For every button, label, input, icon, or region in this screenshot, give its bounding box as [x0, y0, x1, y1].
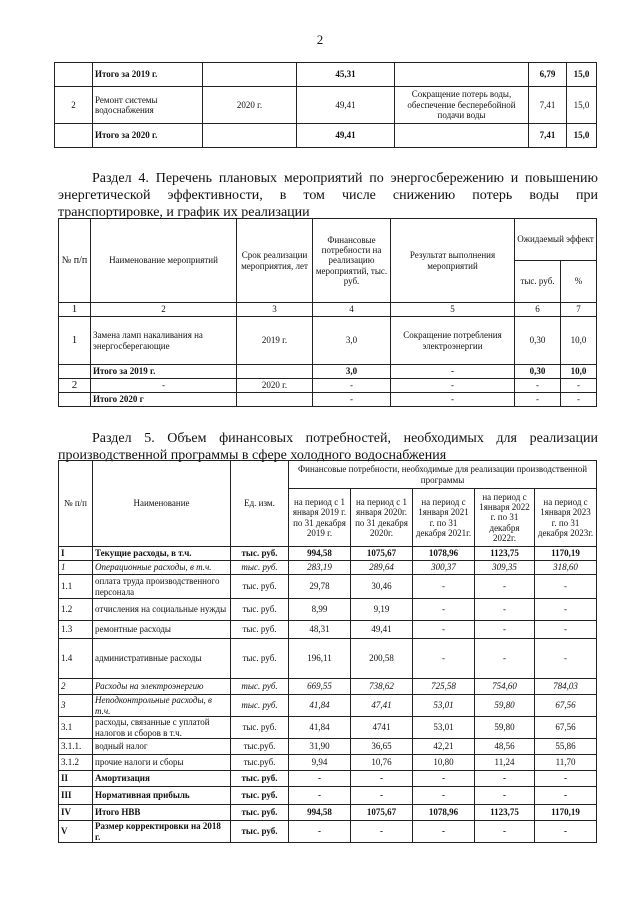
row-num: [55, 63, 93, 87]
row-value: -: [413, 639, 475, 679]
header-finance: Финансовые потребности, необходимые для реализации производственной программы: [289, 461, 597, 489]
row-unit: тыс. руб.: [231, 679, 289, 695]
row-eff-pct: -: [561, 393, 597, 407]
row-value: 1170,19: [535, 547, 597, 561]
top-table: [54, 62, 597, 148]
row-result: [395, 63, 529, 87]
row-period: 2020 г.: [237, 379, 313, 393]
row-value: 11,24: [475, 755, 535, 771]
row-value: 196,11: [289, 639, 351, 679]
row-value: 67,56: [535, 695, 597, 717]
table-row: [55, 124, 597, 148]
row-value: 31,90: [289, 739, 351, 755]
row-name: отчисления на социальные нужды: [93, 599, 231, 621]
column-numbers-row: [59, 303, 597, 317]
row-value: 1170,19: [535, 805, 597, 821]
row-eff-pct: 10,0: [561, 365, 597, 379]
header-finance: Финансовые потребности на реализацию мероприятий, тыс. руб.: [313, 219, 391, 303]
row-eff-pct: -: [561, 379, 597, 393]
row-finance: 3,0: [313, 317, 391, 365]
row-num: [55, 124, 93, 148]
row-finance: -: [313, 393, 391, 407]
table-row: [59, 805, 597, 821]
row-value: -: [475, 639, 535, 679]
table-row: [59, 317, 597, 365]
row-value: 30,46: [351, 575, 413, 599]
row-value: 283,19: [289, 561, 351, 575]
section5-heading: [58, 430, 598, 464]
table-row: [59, 599, 597, 621]
table4: [58, 218, 597, 407]
row-finance: 3,0: [313, 365, 391, 379]
row-result: -: [391, 393, 515, 407]
row-name: Нормативная прибыль: [93, 787, 231, 805]
col-number: 4: [313, 303, 391, 317]
row-value: -: [413, 771, 475, 787]
row-value: 11,70: [535, 755, 597, 771]
row-num: 1.2: [59, 599, 93, 621]
row-value: 67,56: [535, 717, 597, 739]
row-value: 9,19: [351, 599, 413, 621]
row-num: [59, 365, 91, 379]
row-name: Итого за 2020 г.: [93, 124, 203, 148]
row-num: III: [59, 787, 93, 805]
row-value: 41,84: [289, 695, 351, 717]
row-unit: тыс. руб.: [231, 547, 289, 561]
row-unit: тыс. руб.: [231, 561, 289, 575]
row-value: 10,76: [351, 755, 413, 771]
row-name: прочие налоги и сборы: [93, 755, 231, 771]
row-value: 10,80: [413, 755, 475, 771]
row-name: Размер корректировки на 2018 г.: [93, 821, 231, 843]
row-result: Сокращение потерь воды, обеспечение бесперебойной подачи воды: [395, 87, 529, 124]
row-value: 994,58: [289, 547, 351, 561]
row-unit: тыс. руб.: [231, 621, 289, 639]
row-value: 48,31: [289, 621, 351, 639]
row-value: 1078,96: [413, 805, 475, 821]
row-num: 2: [59, 379, 91, 393]
row-amount: 49,41: [297, 124, 395, 148]
header-name: Наименование: [93, 461, 231, 547]
col-number: 6: [515, 303, 561, 317]
col-number: 1: [59, 303, 91, 317]
row-eff-pct: 15,0: [567, 63, 597, 87]
row-unit: тыс.руб.: [231, 755, 289, 771]
row-unit: тыс.руб.: [231, 739, 289, 755]
row-eff-rub: 6,79: [529, 63, 567, 87]
table-row: [59, 821, 597, 843]
row-name: Итого НВВ: [93, 805, 231, 821]
col-number: 7: [561, 303, 597, 317]
row-value: 1123,75: [475, 547, 535, 561]
row-value: -: [535, 639, 597, 679]
row-value: -: [289, 821, 351, 843]
col-number: 5: [391, 303, 515, 317]
header-eff-pct: %: [561, 261, 597, 303]
row-value: 48,56: [475, 739, 535, 755]
row-finance: -: [313, 379, 391, 393]
row-eff-rub: 7,41: [529, 124, 567, 148]
row-value: 725,58: [413, 679, 475, 695]
table-row: [59, 561, 597, 575]
table-row: [59, 695, 597, 717]
row-value: -: [475, 771, 535, 787]
row-value: 55,86: [535, 739, 597, 755]
row-num: 1.3: [59, 621, 93, 639]
row-value: -: [413, 821, 475, 843]
row-num: I: [59, 547, 93, 561]
row-value: -: [413, 621, 475, 639]
header-period: на период с 1января 2021 г. по 31 декабря 2021г.: [413, 489, 475, 547]
row-value: 59,80: [475, 695, 535, 717]
row-value: -: [535, 621, 597, 639]
section4-line2: энергетической эффективности, в том числе снижению потерь воды при: [58, 188, 598, 203]
row-period: [237, 365, 313, 379]
table-row: [59, 621, 597, 639]
row-num: II: [59, 771, 93, 787]
header-eff-rub: тыс. руб.: [515, 261, 561, 303]
table-row: [59, 717, 597, 739]
row-result: -: [391, 365, 515, 379]
row-value: 1078,96: [413, 547, 475, 561]
row-eff-rub: -: [515, 393, 561, 407]
row-unit: тыс. руб.: [231, 695, 289, 717]
row-num: 3.1.2: [59, 755, 93, 771]
row-value: 41,84: [289, 717, 351, 739]
row-value: 784,03: [535, 679, 597, 695]
row-value: 318,60: [535, 561, 597, 575]
row-result: [395, 124, 529, 148]
row-unit: тыс. руб.: [231, 771, 289, 787]
row-value: -: [535, 787, 597, 805]
row-unit: тыс. руб.: [231, 575, 289, 599]
row-value: 309,35: [475, 561, 535, 575]
table-row: [59, 547, 597, 561]
header-result: Результат выполнения мероприятий: [391, 219, 515, 303]
row-value: 4741: [351, 717, 413, 739]
section4-line3: транспортировке, и график их реализации: [58, 205, 310, 220]
row-period: 2019 г.: [237, 317, 313, 365]
row-name: Итого 2020 г: [91, 393, 237, 407]
row-eff-pct: 15,0: [567, 124, 597, 148]
row-value: -: [351, 787, 413, 805]
row-num: 3.1.1.: [59, 739, 93, 755]
row-value: 300,37: [413, 561, 475, 575]
row-value: 42,21: [413, 739, 475, 755]
table-row: [59, 739, 597, 755]
row-name: Итого за 2019 г.: [93, 63, 203, 87]
row-value: 754,60: [475, 679, 535, 695]
row-unit: тыс. руб.: [231, 821, 289, 843]
row-value: -: [535, 821, 597, 843]
row-value: -: [289, 771, 351, 787]
row-name: Неподконтрольные расходы, в т.ч.: [93, 695, 231, 717]
table-row: [59, 379, 597, 393]
row-value: -: [351, 821, 413, 843]
row-num: 2: [59, 679, 93, 695]
row-eff-rub: 7,41: [529, 87, 567, 124]
row-value: -: [413, 787, 475, 805]
table-row: [59, 575, 597, 599]
row-value: -: [475, 575, 535, 599]
row-unit: тыс. руб.: [231, 787, 289, 805]
table5: [58, 460, 597, 843]
row-name: Итого за 2019 г.: [91, 365, 237, 379]
header-period: Срок реализации мероприятия, лет: [237, 219, 313, 303]
row-value: 47,41: [351, 695, 413, 717]
row-value: -: [535, 771, 597, 787]
row-num: IV: [59, 805, 93, 821]
row-value: 59,80: [475, 717, 535, 739]
row-value: -: [535, 575, 597, 599]
row-value: 8,99: [289, 599, 351, 621]
row-value: -: [351, 771, 413, 787]
row-value: -: [475, 621, 535, 639]
row-name: Амортизация: [93, 771, 231, 787]
row-name: Замена ламп накаливания на энергосберегающие: [91, 317, 237, 365]
section4-heading: [58, 170, 598, 221]
row-name: Ремонт системы водоснабжения: [93, 87, 203, 124]
row-value: 1123,75: [475, 805, 535, 821]
row-eff-rub: 0,30: [515, 317, 561, 365]
header-effect: Ожидаемый эффект: [515, 219, 597, 261]
row-name: административные расходы: [93, 639, 231, 679]
row-name: оплата труда производственного персонала: [93, 575, 231, 599]
table-row: [59, 393, 597, 407]
row-num: 1.4: [59, 639, 93, 679]
row-num: 1.1: [59, 575, 93, 599]
row-value: -: [289, 787, 351, 805]
header-period: на период с 1января 2023 г. по 31 декабря 2023г.: [535, 489, 597, 547]
page-number: 2: [316, 32, 324, 47]
row-period: [203, 63, 297, 87]
row-value: 53,01: [413, 695, 475, 717]
row-num: V: [59, 821, 93, 843]
row-period: 2020 г.: [203, 87, 297, 124]
row-value: 9,94: [289, 755, 351, 771]
row-value: 53,01: [413, 717, 475, 739]
row-result: -: [391, 379, 515, 393]
row-unit: тыс. руб.: [231, 599, 289, 621]
header-period: на период с 1января 2022 г. по 31 декабря 2022г.: [475, 489, 535, 547]
row-value: 669,55: [289, 679, 351, 695]
table-row: [59, 755, 597, 771]
row-result: Сокращение потребления электроэнергии: [391, 317, 515, 365]
table-row: [55, 87, 597, 124]
row-period: [237, 393, 313, 407]
row-value: 1075,67: [351, 805, 413, 821]
table-row: [59, 639, 597, 679]
row-value: 29,78: [289, 575, 351, 599]
row-value: -: [475, 787, 535, 805]
header-unit: Ед. изм.: [231, 461, 289, 547]
section5-line2: производственной программы в сфере холодного водоснабжения: [58, 448, 447, 463]
row-value: -: [475, 599, 535, 621]
row-value: -: [475, 821, 535, 843]
row-name: Операционные расходы, в т.ч.: [93, 561, 231, 575]
row-value: 36,65: [351, 739, 413, 755]
row-num: 2: [55, 87, 93, 124]
row-period: [203, 124, 297, 148]
row-num: 3.1: [59, 717, 93, 739]
section4-line1: Раздел 4. Перечень плановых мероприятий по энергосбережению и повышению: [92, 171, 598, 186]
table-row: [59, 679, 597, 695]
table-row: [55, 63, 597, 87]
col-number: 3: [237, 303, 313, 317]
row-num: 1: [59, 561, 93, 575]
row-num: [59, 393, 91, 407]
row-value: 49,41: [351, 621, 413, 639]
header-period: на период с 1 января 2019 г. по 31 декабря 2019 г.: [289, 489, 351, 547]
header-period: на период с 1 января 2020г. по 31 декабря 2020г.: [351, 489, 413, 547]
table-row: [59, 771, 597, 787]
col-number: 2: [91, 303, 237, 317]
header-num: № п/п: [59, 461, 93, 547]
row-value: 1075,67: [351, 547, 413, 561]
table-row: [59, 365, 597, 379]
section5-line1: Раздел 5. Объем финансовых потребностей, необходимых для реализации: [92, 431, 598, 446]
row-unit: тыс. руб.: [231, 639, 289, 679]
table-row: [59, 787, 597, 805]
row-value: 994,58: [289, 805, 351, 821]
row-value: -: [535, 599, 597, 621]
header-num: № п/п: [59, 219, 91, 303]
row-value: -: [413, 599, 475, 621]
row-name: ремонтные расходы: [93, 621, 231, 639]
row-num: 1: [59, 317, 91, 365]
row-eff-pct: 10,0: [561, 317, 597, 365]
row-name: -: [91, 379, 237, 393]
row-eff-pct: 15,0: [567, 87, 597, 124]
header-name: Наименование мероприятий: [91, 219, 237, 303]
row-value: -: [413, 575, 475, 599]
row-eff-rub: 0,30: [515, 365, 561, 379]
row-value: 738,62: [351, 679, 413, 695]
row-amount: 49,41: [297, 87, 395, 124]
row-unit: тыс. руб.: [231, 805, 289, 821]
row-name: водный налог: [93, 739, 231, 755]
row-unit: тыс. руб.: [231, 717, 289, 739]
row-value: 200,58: [351, 639, 413, 679]
row-num: 3: [59, 695, 93, 717]
row-value: 289,64: [351, 561, 413, 575]
row-name: Текущие расходы, в т.ч.: [93, 547, 231, 561]
row-amount: 45,31: [297, 63, 395, 87]
row-eff-rub: -: [515, 379, 561, 393]
row-name: расходы, связанные с уплатой налогов и сборов в т.ч.: [93, 717, 231, 739]
row-name: Расходы на электроэнергию: [93, 679, 231, 695]
